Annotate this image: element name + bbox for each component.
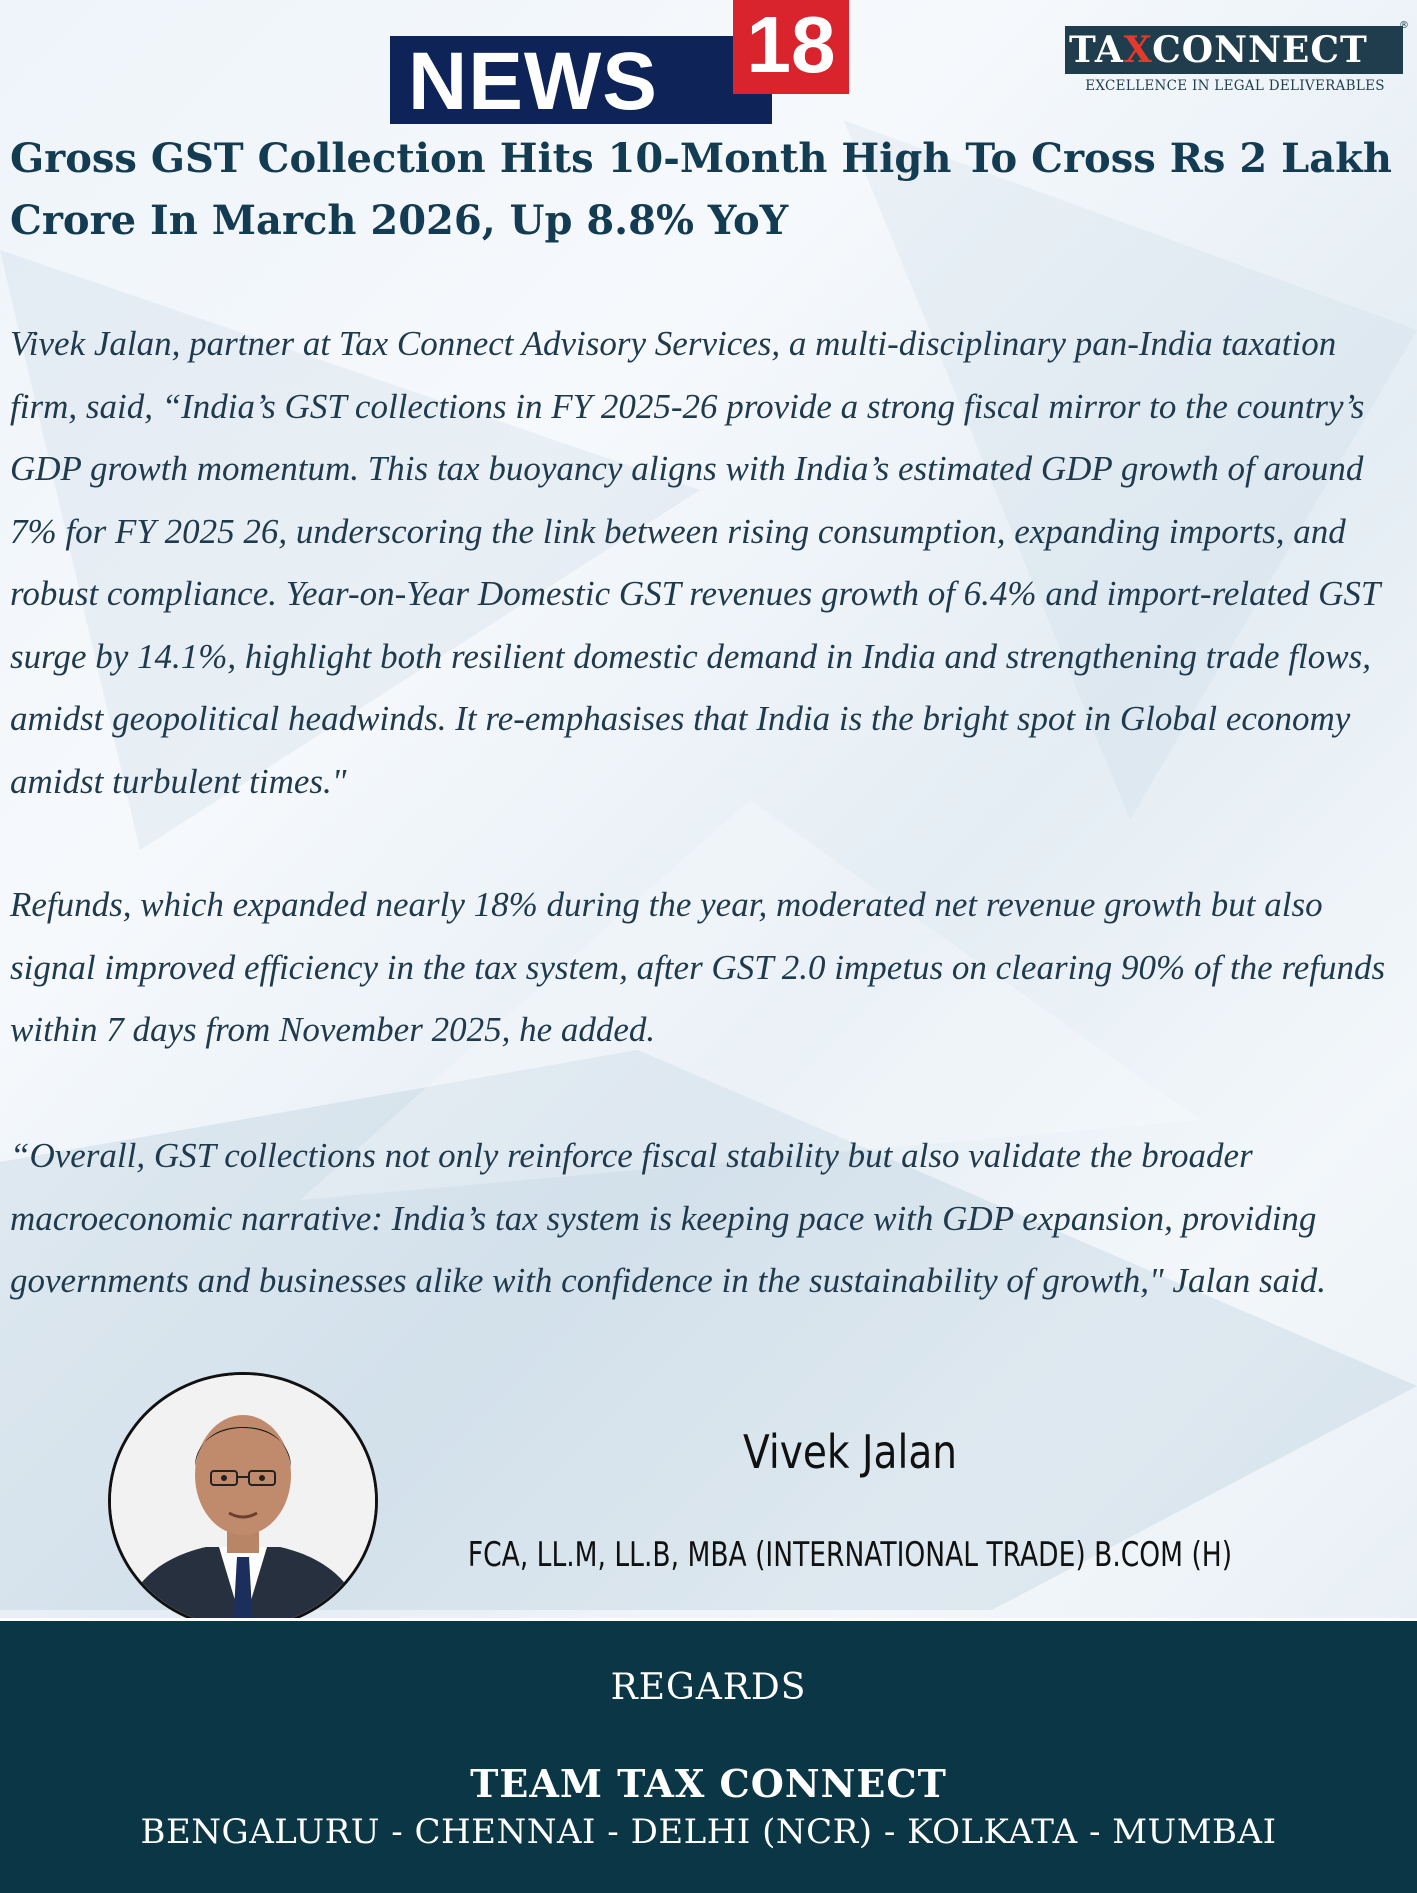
- taxconnect-logo-name: TAXCONNECT: [1069, 29, 1368, 71]
- taxconnect-logo: [1065, 20, 1409, 98]
- registered-mark: ®: [1399, 20, 1409, 31]
- taxconnect-tagline: EXCELLENCE IN LEGAL DELIVERABLES: [1085, 78, 1385, 94]
- news18-logo: [390, 0, 860, 125]
- news18-logo-word: NEWS: [408, 36, 658, 127]
- signature-credentials: FCA, LL.M, LL.B, MBA (INTERNATIONAL TRADE) B.COM (H): [467, 1535, 1233, 1575]
- footer-regards: REGARDS: [610, 1667, 807, 1708]
- portrait-photo: [108, 1372, 378, 1630]
- article-paragraph-quote: Vivek Jalan, partner at Tax Connect Advisory Services, a multi-disciplinary pan-India taxation firm, said, “India’s GST collections in FY 2025-26 provide a strong fiscal mirror to the country’s GDP growth momentum. This tax buoyancy aligns with India’s estimated GDP growth of around 7% for FY 2025 26, underscoring the link between rising consumption, expanding imports, and robust compliance. Year-on-Year Domestic GST revenues growth of 6.4% and import-related GST surge by 14.1%, highlight both resilient domestic demand in India and strengthening trade flows, amidst geopolitical headwinds. It re-emphasises that India is the bright spot in Global economy amidst turbulent times.": [10, 324, 1380, 801]
- article-headline: Gross GST Collection Hits 10-Month High To Cross Rs 2 Lakh Crore In March 2026, Up 8.8% YoY: [10, 135, 1392, 244]
- article-paragraph-refunds: Refunds, which expanded nearly 18% during the year, moderated net revenue growth but also signal improved efficiency in the tax system, after GST 2.0 impetus on clearing 90% of the refunds within 7 days from November 2025, he added.: [10, 885, 1386, 1049]
- footer-banner: [0, 1618, 1417, 1893]
- news18-logo-number: 18: [746, 0, 836, 89]
- signature-name: Vivek Jalan: [742, 1425, 958, 1479]
- footer-team: TEAM TAX CONNECT: [470, 1761, 947, 1806]
- footer-cities: BENGALURU - CHENNAI - DELHI (NCR) - KOLKATA - MUMBAI: [140, 1812, 1277, 1852]
- article-paragraph-closing: “Overall, GST collections not only reinforce fiscal stability but also validate the broader macroeconomic narrative: India’s tax system is keeping pace with GDP expansion, providing governments and businesses alike with confidence in the sustainability of growth," Jalan said.: [10, 1136, 1327, 1300]
